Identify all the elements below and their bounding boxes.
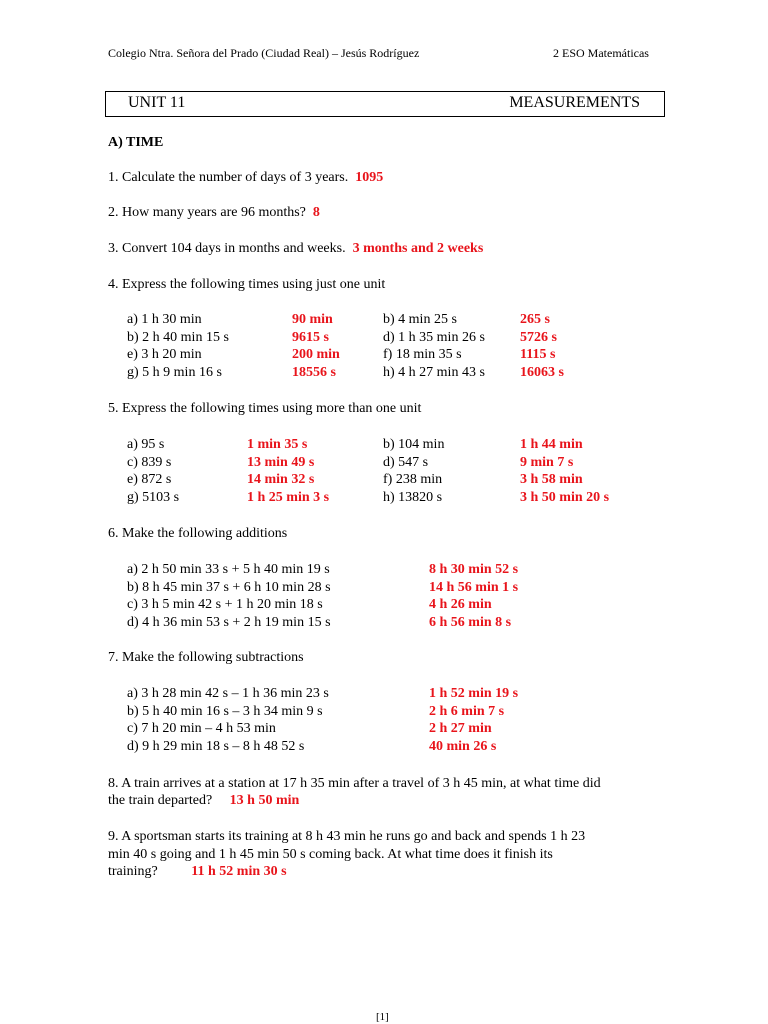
unit-title: MEASUREMENTS [509, 94, 640, 111]
exercise-left-answer: 9615 s [292, 329, 329, 345]
exercise-left: g) 5 h 9 min 16 s [127, 365, 222, 381]
exercise-right: f) 18 min 35 s [383, 347, 462, 363]
exercise-right: b) 4 min 25 s [383, 312, 457, 327]
exercise-answer: 8 h 30 min 52 s [429, 562, 519, 577]
exercise-right-answer: 1115 s [520, 347, 556, 363]
exercise-right: d) 547 s [383, 454, 429, 470]
exercise-right: h) 13820 s [383, 490, 443, 506]
header-right: 2 ESO Matemáticas [553, 46, 649, 60]
exercise-left-answer: 13 min 49 s [247, 454, 315, 470]
question-1-answer: 1095 [355, 170, 384, 185]
question-8-line-2 [108, 793, 299, 809]
question-1-text: 1. Calculate the number of days of 3 years. [108, 170, 349, 185]
exercise-left-answer: 1 min 35 s [247, 437, 308, 452]
exercise-right: h) 4 h 27 min 43 s [383, 365, 485, 381]
question-6-text: 6. Make the following additions [108, 526, 288, 541]
question-1 [108, 170, 383, 186]
exercise-left-answer: 200 min [292, 347, 340, 363]
exercise-right-answer: 5726 s [520, 329, 557, 345]
header-left: Colegio Ntra. Señora del Prado (Ciudad Real) – Jesús Rodríguez [108, 46, 420, 60]
question-7-text: 7. Make the following subtractions [108, 650, 304, 665]
unit-number: UNIT 11 [128, 94, 186, 111]
exercise-operation: a) 2 h 50 min 33 s + 5 h 40 min 19 s [127, 562, 330, 577]
question-2 [108, 205, 320, 221]
exercise-answer: 6 h 56 min 8 s [429, 615, 512, 631]
exercise-operation: b) 5 h 40 min 16 s – 3 h 34 min 9 s [127, 703, 323, 719]
exercise-operation: c) 7 h 20 min – 4 h 53 min [127, 721, 276, 737]
exercise-right: d) 1 h 35 min 26 s [383, 329, 485, 345]
exercise-left-answer: 14 min 32 s [247, 472, 315, 488]
question-8-text-end: the train departed? [108, 793, 213, 808]
exercise-operation: a) 3 h 28 min 42 s – 1 h 36 min 23 s [127, 686, 329, 701]
exercise-operation: d) 9 h 29 min 18 s – 8 h 48 52 s [127, 739, 305, 755]
exercise-right-answer: 3 h 58 min [520, 472, 583, 488]
exercise-answer: 2 h 27 min [429, 721, 492, 737]
exercise-left: c) 839 s [127, 454, 172, 470]
exercise-answer: 1 h 52 min 19 s [429, 686, 519, 701]
exercise-left: g) 5103 s [127, 490, 180, 506]
exercise-left: b) 2 h 40 min 15 s [127, 329, 229, 345]
exercise-answer: 40 min 26 s [429, 739, 497, 755]
exercise-left-answer: 1 h 25 min 3 s [247, 490, 330, 506]
question-9-line-2: min 40 s going and 1 h 45 min 50 s coming back. At what time does it finish its [108, 847, 553, 862]
exercise-answer: 2 h 6 min 7 s [429, 703, 505, 719]
question-3-text: 3. Convert 104 days in months and weeks. [108, 241, 346, 256]
exercise-right: f) 238 min [383, 472, 443, 488]
exercise-right-answer: 3 h 50 min 20 s [520, 490, 610, 506]
exercise-operation: c) 3 h 5 min 42 s + 1 h 20 min 18 s [127, 597, 323, 613]
question-3 [108, 241, 483, 257]
question-9-answer: 11 h 52 min 30 s [191, 864, 287, 879]
question-3-answer: 3 months and 2 weeks [352, 241, 484, 256]
exercise-left: a) 1 h 30 min [127, 312, 202, 327]
question-9-text-end: training? [108, 864, 158, 879]
question-2-text: 2. How many years are 96 months? [108, 205, 306, 220]
exercise-answer: 4 h 26 min [429, 597, 492, 613]
exercise-left: e) 3 h 20 min [127, 347, 202, 363]
exercise-answer: 14 h 56 min 1 s [429, 579, 519, 595]
exercise-right-answer: 16063 s [520, 365, 564, 381]
question-8-line-1: 8. A train arrives at a station at 17 h 35 min after a travel of 3 h 45 min, at what time did [108, 776, 601, 791]
question-8-answer: 13 h 50 min [229, 793, 300, 808]
exercise-right-answer: 265 s [520, 312, 550, 327]
question-5-text: 5. Express the following times using more than one unit [108, 401, 422, 416]
exercise-left: e) 872 s [127, 472, 172, 488]
question-9-line-1: 9. A sportsman starts its training at 8 h 43 min he runs go and back and spends 1 h 23 [108, 829, 586, 844]
question-2-answer: 8 [312, 205, 320, 220]
section-heading: A) TIME [108, 135, 164, 150]
exercise-left-answer: 18556 s [292, 365, 336, 381]
exercise-operation: b) 8 h 45 min 37 s + 6 h 10 min 28 s [127, 579, 331, 595]
exercise-right-answer: 1 h 44 min [520, 437, 583, 452]
exercise-operation: d) 4 h 36 min 53 s + 2 h 19 min 15 s [127, 615, 331, 631]
exercise-left-answer: 90 min [292, 312, 333, 327]
question-9-line-3 [108, 864, 287, 880]
exercise-left: a) 95 s [127, 437, 165, 452]
question-4-text: 4. Express the following times using just one unit [108, 277, 386, 292]
exercise-right-answer: 9 min 7 s [520, 454, 574, 470]
exercise-right: b) 104 min [383, 437, 445, 452]
unit-title-box [105, 91, 665, 117]
page-number: [1] [376, 1011, 389, 1023]
